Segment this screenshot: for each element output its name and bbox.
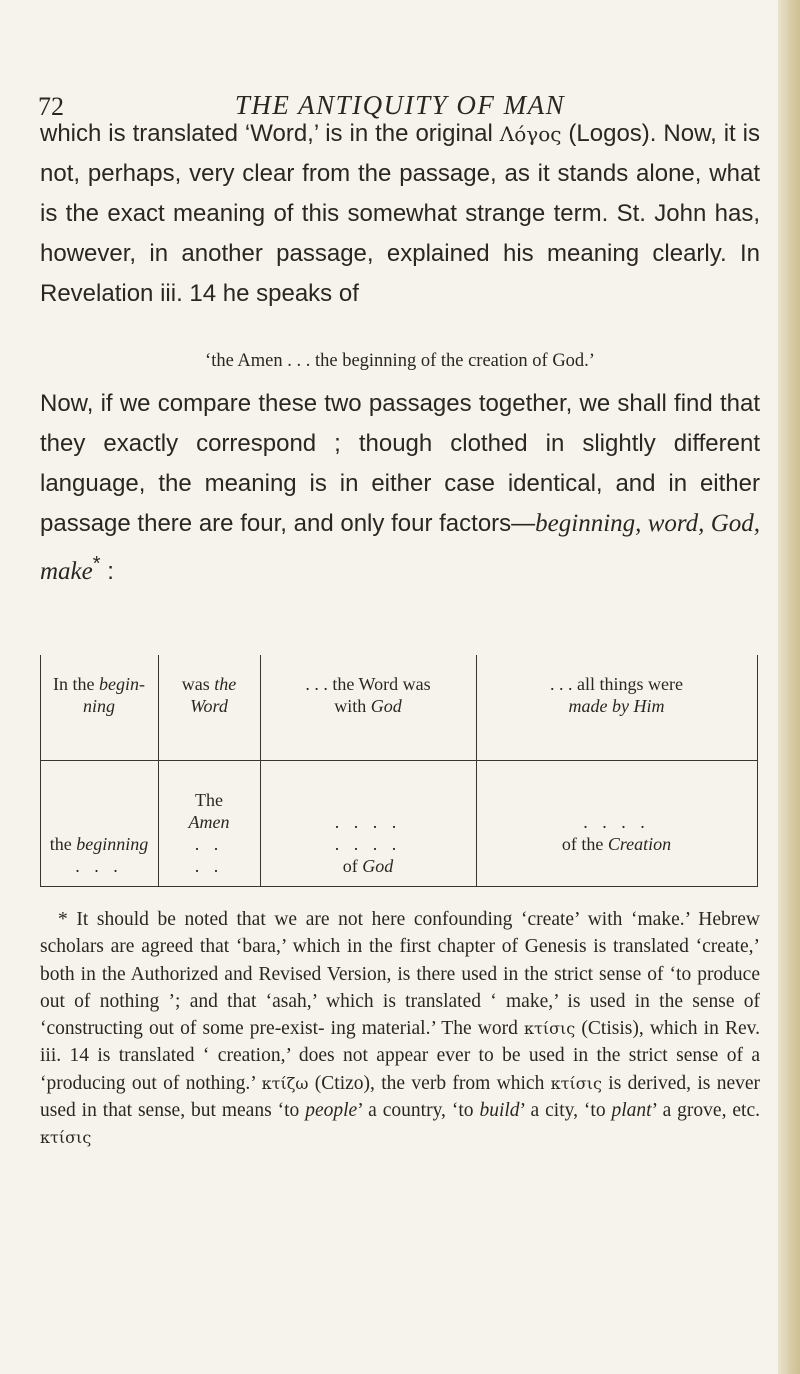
paragraph-2-text-a: Now, if we compare these two passages together, we shall find that they exactly correspond ; though clothed in slightly different language, the meaning is in either case identical, and in either passage there are four, and only four factors— [40,390,760,537]
footnote-italic-people: people [305,1100,358,1122]
footnote-italic-plant: plant [611,1100,652,1122]
table-cell-r1c1 [40,673,158,717]
cell-text-italic: the [214,674,237,694]
cell-text: with [334,696,371,716]
table-cell-r1c4 [476,673,757,717]
greek-ktisis: κτίσις [40,1128,92,1148]
footnote-star: * [58,909,68,930]
cell-text-italic: made by Him [568,696,665,716]
running-head: THE ANTIQUITY OF MAN [234,90,566,120]
table-border-bottom [40,886,758,887]
table-border-right [757,655,758,887]
footnote [40,906,760,1152]
greek-logos: Λόγος [499,122,562,146]
page-edge-shadow [778,0,800,1374]
cell-dots: . . . . [334,834,402,854]
footnote-text: is derived, is never used in that sense, but means ‘to [40,1072,760,1122]
table-cell-r1c2 [158,673,260,717]
table-cell-r2c4 [476,811,757,855]
cell-text-italic: Creation [607,834,672,854]
table-cell-r2c3 [260,811,476,877]
cell-text: the [49,834,77,854]
cell-text-italic: Amen [188,812,230,832]
footnote-text: It should be noted that we are not here confounding ‘create’ with ‘make.’ Hebrew scholars are agreed that ‘bara,’ which in the first chapter of Genesis is translated ‘create,’ both in the Authorized and Revised Version, is there used in the strict sense of ‘to produce out of nothing ’; and that ‘asah,’ which is translated ‘ make,’ is used in the sense of ‘constructing out of some pre-exist- ing material.’ The word [40,909,760,1040]
cell-dots: . . . . [583,812,650,832]
cell-dots: . . . . [334,812,402,832]
cell-text: was [181,674,215,694]
footnote-italic-build: build [479,1100,520,1122]
greek-ktisis: κτίσις [523,1019,576,1039]
cell-text-italic: God [362,856,394,876]
cell-text: of [342,856,363,876]
footnote-text: (Ctisis), which in Rev. iii. 14 is translated ‘ creation,’ does not appear ever to be used in the strict sense of a ‘producing out of nothing.’ [40,1018,760,1094]
table-row-divider [40,760,758,761]
cell-text: . . . all things were [550,674,683,694]
cell-text-italic: begin- [99,674,145,694]
footnote-text: ’ a grove, etc. [651,1100,760,1122]
footnote-text: ’ a country, ‘to [357,1100,480,1122]
paragraph-1-text-b: (Logos). Now, it is not, perhaps, very clear from the passage, as it stands alone, what is the exact meaning of this somewhat strange term. St. John has, however, in another passage, explained his meaning clearly. In Revelation iii. 14 he speaks of [40,120,760,307]
cell-dots: . . [194,834,224,854]
cell-dots: . . [194,856,224,876]
comparison-table [40,655,758,887]
cell-text-italic: Word [190,696,228,716]
paragraph-1-text-a: which is translated ‘Word,’ is in the original [40,120,500,147]
cell-text: . . . the Word was [305,674,431,694]
cell-text: In the [53,674,99,694]
footnote-text: (Ctizo), the verb from which [308,1072,551,1094]
greek-ktisis: κτίσις [550,1073,602,1093]
table-cell-r2c1 [40,833,158,877]
cell-dots: . . . [75,856,123,876]
footnote-marker: * [92,553,101,575]
table-cell-r1c3 [260,673,476,717]
paragraph-2-end: : [100,558,114,585]
revelation-quote: ‘the Amen . . . the beginning of the creation of God.’ [205,351,595,371]
greek-ktizo: κτίζω [261,1073,309,1093]
table-cell-r2c2 [158,789,260,877]
cell-text: The [195,790,223,810]
cell-text-italic: God [370,696,402,716]
paragraph-2 [40,384,760,592]
paragraph-1 [40,114,760,314]
cell-text-italic: ning [82,696,115,716]
cell-text: of the [561,834,608,854]
page-number: 72 [38,92,64,121]
footnote-text: ’ a city, ‘to [519,1100,612,1122]
four-factors: beginning, word, God, make [40,510,760,585]
cell-text-italic: beginning [76,834,149,854]
